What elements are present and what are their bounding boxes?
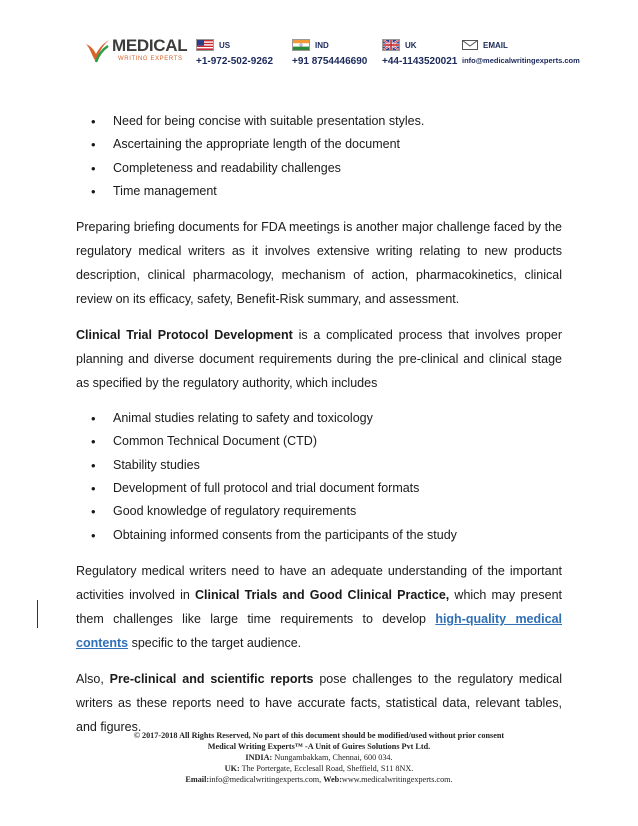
phone-number[interactable]: +91 8754446690 <box>292 56 368 67</box>
list-item: • Time management <box>76 180 562 203</box>
email-address[interactable]: info@medicalwritingexperts.com <box>462 56 580 65</box>
mail-icon <box>462 40 478 50</box>
list-item: • Good knowledge of regulatory requirements <box>76 500 562 523</box>
footer-company: Medical Writing Experts™ -A Unit of Guires Solutions Pvt Ltd. <box>207 742 431 751</box>
phone-number[interactable]: +1-972-502-9262 <box>196 56 274 67</box>
text-cursor <box>37 600 38 628</box>
india-flag-icon <box>292 39 310 51</box>
footer-uk-address: UK: The Portergate, Ecclesall Road, Sheffield, S11 8NX. <box>224 764 414 773</box>
contact-india <box>292 38 367 67</box>
us-flag-icon <box>196 39 214 51</box>
paragraph-briefing: Preparing briefing documents for FDA meetings is another major challenge faced by the regulatory medical writers as it involves extensive writing relating to new products description, clinical pharmacology, mechanism of action, pharmacokinetics, clinical review on its efficacy, safety, Benefit-Risk summary, and assessment. <box>76 220 562 307</box>
protocol-list <box>76 407 562 547</box>
bold-term: Pre-clinical and scientific reports <box>109 671 314 686</box>
contact-us <box>196 38 273 67</box>
list-item: • Completeness and readability challenges <box>76 157 562 180</box>
country-label: EMAIL <box>483 40 508 50</box>
country-label: US <box>219 40 231 50</box>
footer-contact: Email:info@medicalwritingexperts.com, Web:www.medicalwritingexperts.com. <box>185 775 453 784</box>
uk-flag-icon <box>382 39 400 51</box>
bold-term: Clinical Trial Protocol Development <box>76 328 293 343</box>
list-item: • Common Technical Document (CTD) <box>76 430 562 453</box>
logo-subtitle: WRITING EXPERTS <box>118 56 183 62</box>
bold-term: Clinical Trials and Good Clinical Practice, <box>194 587 450 602</box>
page-header <box>0 0 638 78</box>
logo-title: MEDICAL <box>112 36 188 55</box>
country-label: UK <box>405 40 417 50</box>
page-footer <box>0 730 638 785</box>
logo-leaf-icon <box>82 36 112 66</box>
list-item: • Ascertaining the appropriate length of the document <box>76 133 562 156</box>
high-quality-link[interactable]: high-quality medical contents <box>76 611 562 650</box>
challenges-list <box>76 110 562 203</box>
list-item: • Need for being concise with suitable presentation styles. <box>76 110 562 133</box>
list-item: • Stability studies <box>76 454 562 477</box>
phone-number[interactable]: +44-1143520021 <box>382 56 458 67</box>
paragraph-preclinical: Also, Pre-clinical and scientific reports pose challenges to the regulatory medical writers as these reports need to have accurate facts, statistical data, relevant tables, and figures. <box>76 671 562 734</box>
list-item: • Obtaining informed consents from the participants of the study <box>76 524 562 547</box>
contact-uk <box>382 38 457 67</box>
footer-india-address: INDIA: Nungambakkam, Chennai, 600 034. <box>245 753 393 762</box>
paragraph-clinical-trials: Regulatory medical writers need to have an adequate understanding of the important activities involved in Clinical Trials and Good Clinical Practice, which may present them challenges like large time requirements to develop high-quality medical contents specific to the target audience. <box>76 563 562 650</box>
list-item: • Development of full protocol and trial document formats <box>76 477 562 500</box>
footer-copyright: © 2017-2018 All Rights Reserved, No part of this document should be modified/used without prior consent <box>133 731 505 740</box>
paragraph-protocol: Clinical Trial Protocol Development is a complicated process that involves proper planning and diverse document requirements during the pre-clinical and clinical stage as specified by the regulatory authority, which includes <box>76 328 562 391</box>
contact-email <box>462 38 580 65</box>
document-body <box>76 110 562 739</box>
country-label: IND <box>315 40 329 50</box>
logo <box>82 34 188 72</box>
list-item: • Animal studies relating to safety and toxicology <box>76 407 562 430</box>
